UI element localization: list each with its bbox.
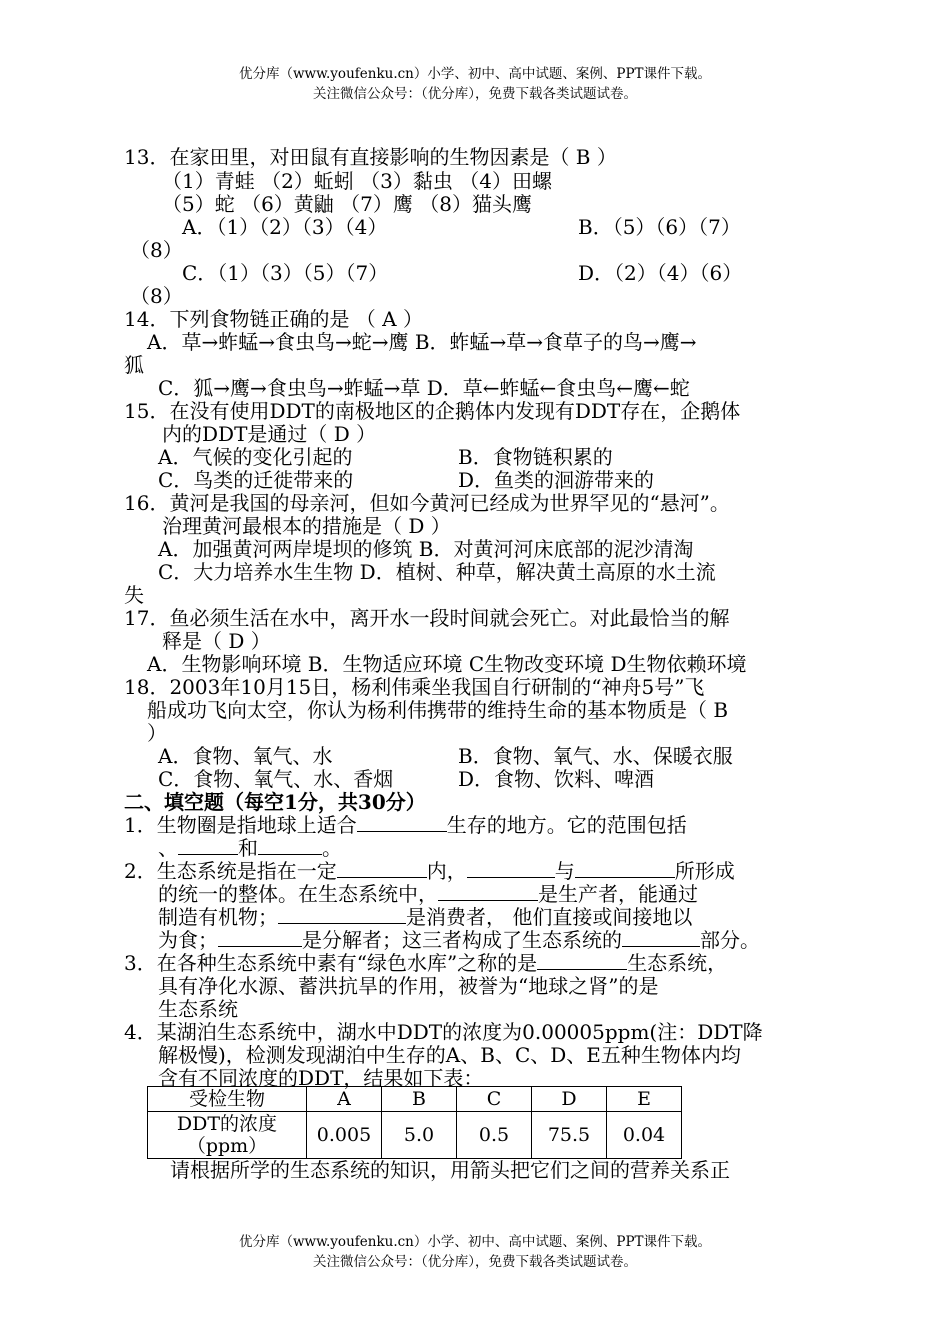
answer-blank[interactable] — [278, 905, 406, 924]
fill-2-text-c: 与 — [554, 859, 575, 883]
q13-items-2: （5）蛇 （6）黄鼬 （7）鹰 （8）猫头鹰 — [162, 192, 532, 216]
q15-option-a: A．气候的变化引起的 — [158, 445, 353, 469]
header-line-1: 优分库（www.youfenku.cn）小学、初中、高中试题、案例、PPT课件下载。 — [238, 66, 712, 82]
table-row — [148, 1112, 682, 1159]
footer-line-1: 优分库（www.youfenku.cn）小学、初中、高中试题、案例、PPT课件下载。 — [238, 1234, 712, 1250]
table-cell: 0.5 — [457, 1112, 532, 1159]
fill-1-line-1 — [124, 813, 687, 837]
q13-stem: 13．在家田里，对田鼠有直接影响的生物因素是（ B ） — [124, 145, 617, 169]
q13-option-b-cont: （8） — [130, 238, 183, 262]
fill-2-text-f: 是生产者，能通过 — [538, 882, 698, 906]
fill-1-text-b: 生存的地方。它的范围包括 — [446, 813, 687, 837]
fill-2-text-j: 是分解者；这三者构成了生态系统的 — [302, 928, 622, 952]
fill-3-line-2: 具有净化水源、蓄洪抗旱的作用，被誉为“地球之肾”的是 — [158, 974, 659, 998]
fill-1-text-e: 。 — [322, 836, 342, 860]
q15-stem-2: 内的DDT是通过（ D ） — [162, 422, 377, 446]
q17-options: A．生物影响环境 B．生物适应环境 C生物改变环境 D生物依赖环境 — [147, 652, 747, 676]
fill-2-line-1 — [124, 859, 735, 883]
q15-option-b: B．食物链积累的 — [458, 445, 613, 469]
q13-option-d: D．（2）（4）（6） — [578, 261, 743, 285]
ddt-table — [147, 1086, 682, 1159]
fill-2-line-3 — [158, 905, 692, 929]
fill-2-text-d: 所形成 — [674, 859, 735, 883]
q18-option-c: C．食物、氧气、水、香烟 — [158, 767, 394, 791]
fill-4-line-2: 解极慢)，检测发现湖泊中生存的A、B、C、D、E五种生物体内均 — [158, 1043, 741, 1067]
q18-option-b: B．食物、氧气、水、保暖衣服 — [458, 744, 733, 768]
footer-line-2: 关注微信公众号：（优分库），免费下载各类试题试卷。 — [313, 1254, 637, 1270]
answer-blank[interactable] — [258, 836, 322, 855]
answer-blank[interactable] — [467, 859, 555, 878]
q17-stem-1: 17．鱼必须生活在水中，离开水一段时间就会死亡。对此最恰当的解 — [124, 606, 730, 630]
fill-2-text-i: 为食； — [158, 928, 218, 952]
table-header-cell: B — [382, 1087, 457, 1112]
table-header-row — [148, 1087, 682, 1112]
q14-options-ab-cont: 狐 — [124, 353, 144, 377]
table-header-cell: C — [457, 1087, 532, 1112]
q15-stem-1: 15．在没有使用DDT的南极地区的企鹅体内发现有DDT存在，企鹅体 — [124, 399, 741, 423]
q15-option-c: C．鸟类的迁徙带来的 — [158, 468, 354, 492]
answer-blank[interactable] — [178, 836, 238, 855]
answer-blank[interactable] — [537, 951, 627, 970]
answer-blank[interactable] — [622, 928, 700, 947]
fill-3-text-b: 生态系统， — [627, 951, 728, 975]
q16-options-ab: A．加强黄河两岸堤坝的修筑 B．对黄河河床底部的泥沙清淘 — [158, 537, 694, 561]
table-header-cell: A — [307, 1087, 382, 1112]
q13-items-1: （1）青蛙 （2）蚯蚓 （3）黏虫 （4）田螺 — [162, 169, 552, 193]
q14-options-ab: A．草→蚱蜢→食虫鸟→蛇→鹰 B．蚱蜢→草→食草子的鸟→鹰→ — [147, 330, 697, 354]
table-row-label-line-1: DDT的浓度 — [176, 1113, 278, 1135]
fill-4-line-1: 4．某湖泊生态系统中，湖水中DDT的浓度为0.00005ppm(注：DDT降 — [124, 1020, 763, 1044]
fill-2-line-2 — [158, 882, 698, 906]
fill-1-text-c: 、 — [158, 836, 178, 860]
q14-stem: 14．下列食物链正确的是 （ A ） — [124, 307, 423, 331]
fill-1-text-d: 和 — [238, 836, 258, 860]
answer-blank[interactable] — [337, 859, 427, 878]
answer-blank[interactable] — [357, 813, 447, 832]
q18-stem-1: 18．2003年10月15日，杨利伟乘坐我国自行研制的“神舟5号”飞 — [124, 675, 705, 699]
table-header-cell: E — [607, 1087, 682, 1112]
fill-3-text-a: 3．在各种生态系统中素有“绿色水库”之称的是 — [124, 951, 538, 975]
answer-blank[interactable] — [575, 859, 675, 878]
table-cell: 0.04 — [607, 1112, 682, 1159]
table-cell: 75.5 — [532, 1112, 607, 1159]
fill-2-text-h: 是消费者， 他们直接或间接地以 — [406, 905, 693, 929]
answer-blank[interactable] — [218, 928, 302, 947]
q13-option-b: B．（5）（6）（7） — [578, 215, 741, 239]
q18-stem-2: 船成功飞向太空，你认为杨利伟携带的维持生命的基本物质是（ B — [147, 698, 729, 722]
fill-2-text-e: 的统一的整体。在生态系统中， — [158, 882, 438, 906]
fill-2-text-g: 制造有机物； — [158, 905, 278, 929]
q16-options-cd-cont: 失 — [124, 583, 144, 607]
q18-option-d: D．食物、饮料、啤酒 — [458, 767, 655, 791]
table-header-cell: 受检生物 — [148, 1087, 307, 1112]
header-line-2: 关注微信公众号：（优分库），免费下载各类试题试卷。 — [313, 86, 637, 102]
table-header-cell: D — [532, 1087, 607, 1112]
fill-2-text-k: 部分。 — [700, 928, 760, 952]
q13-option-a: A．（1）（2）（3）（4） — [182, 215, 388, 239]
q18-option-a: A．食物、氧气、水 — [158, 744, 333, 768]
section-2-title: 二、填空题（每空1分，共30分） — [124, 790, 426, 814]
q13-option-d-cont: （8） — [130, 284, 183, 308]
answer-blank[interactable] — [438, 882, 538, 901]
q15-option-d: D．鱼类的洄游带来的 — [458, 468, 655, 492]
fill-4-line-3: 含有不同浓度的DDT，结果如下表： — [158, 1066, 484, 1090]
fill-4-instruction: 请根据所学的生态系统的知识，用箭头把它们之间的营养关系正 — [170, 1158, 730, 1182]
table-cell: 5.0 — [382, 1112, 457, 1159]
fill-1-text-a: 1．生物圈是指地球上适合 — [124, 813, 357, 837]
fill-2-text-b: 内， — [426, 859, 467, 883]
fill-2-line-4 — [158, 928, 760, 952]
q17-stem-2: 释是（ D ） — [162, 629, 271, 653]
q14-options-cd: C．狐→鹰→食虫鸟→蚱蜢→草 D．草←蚱蜢←食虫鸟←鹰←蛇 — [158, 376, 690, 400]
fill-3-line-3: 生态系统 — [158, 997, 238, 1021]
table-row-label-line-2: （ppm） — [186, 1135, 268, 1157]
q16-options-cd: C．大力培养水生生物 D．植树、种草，解决黄土高原的水土流 — [158, 560, 716, 584]
q18-stem-3: ） — [147, 721, 167, 745]
q16-stem-1: 16．黄河是我国的母亲河，但如今黄河已经成为世界罕见的“悬河”。 — [124, 491, 730, 515]
fill-1-line-2 — [158, 836, 342, 860]
q16-stem-2: 治理黄河最根本的措施是（ D ） — [162, 514, 451, 538]
fill-3-line-1 — [124, 951, 727, 975]
table-row-label — [148, 1112, 307, 1159]
table-cell: 0.005 — [307, 1112, 382, 1159]
q13-option-c: C．（1）（3）（5）（7） — [182, 261, 389, 285]
fill-2-text-a: 2．生态系统是指在一定 — [124, 859, 337, 883]
